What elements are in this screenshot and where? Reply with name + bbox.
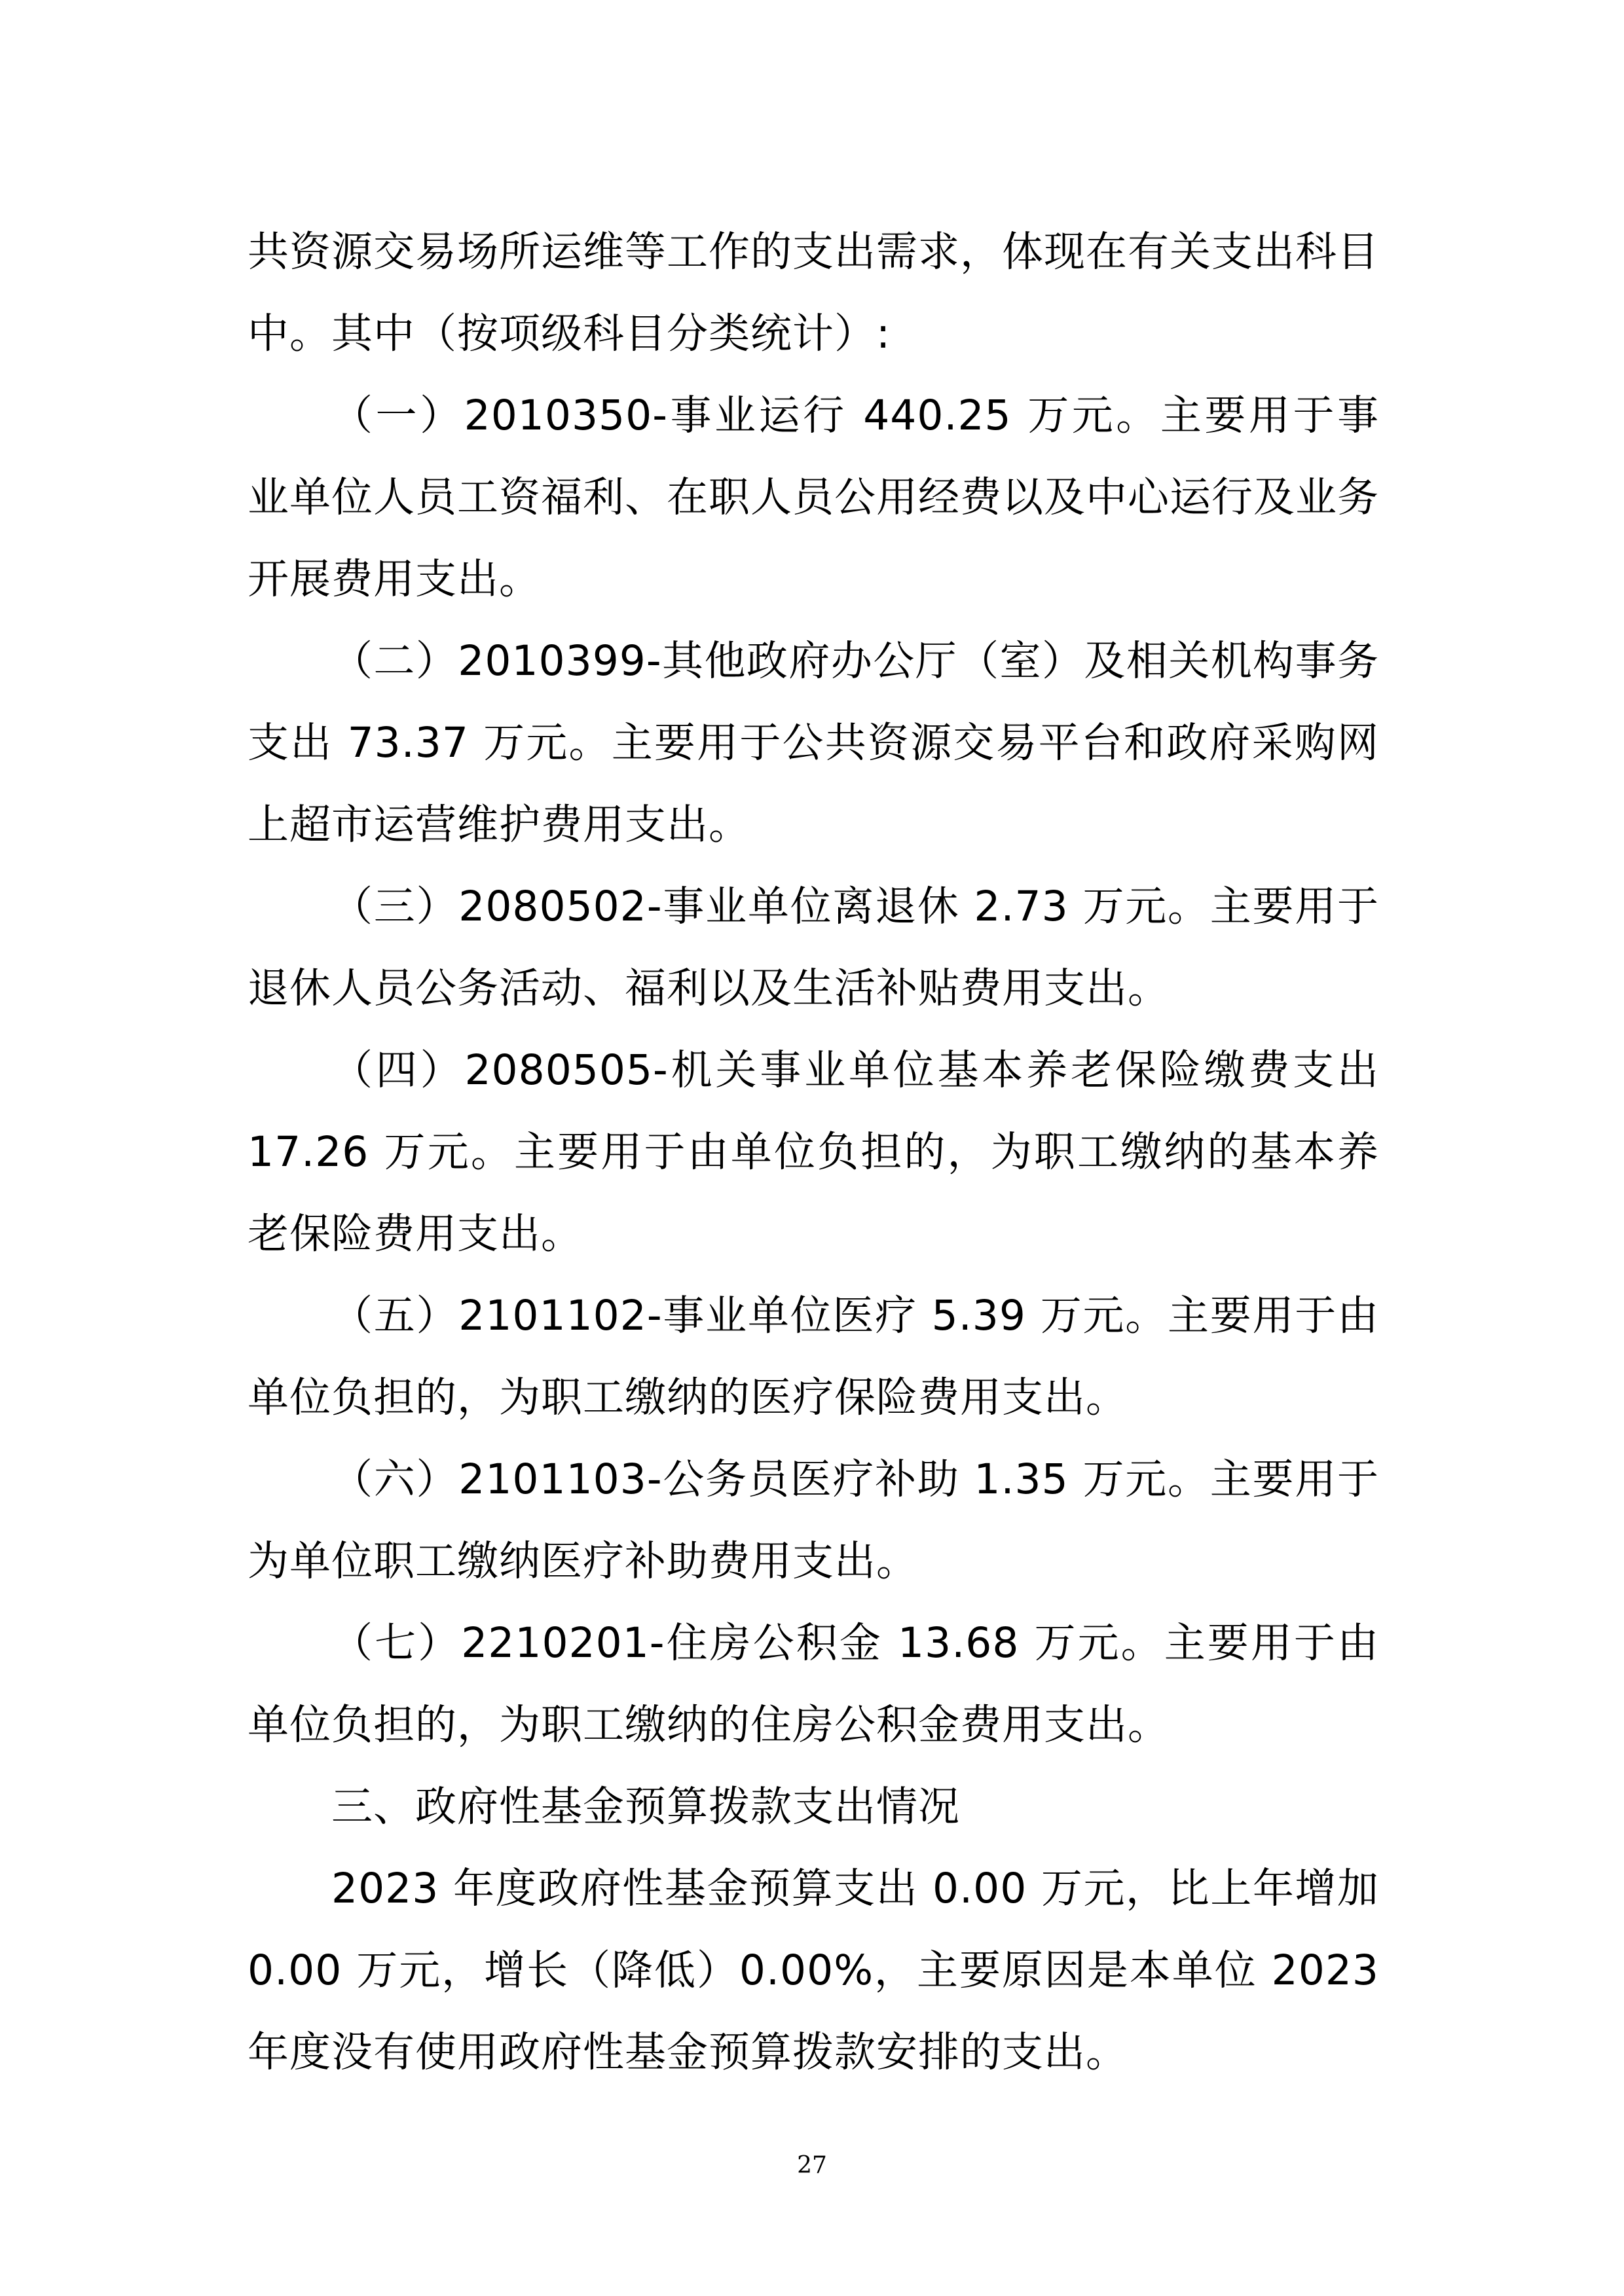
item-5-paragraph: （五）2101102-事业单位医疗 5.39 万元。主要用于由单位负担的，为职工缴纳的医疗保险费用支出。	[248, 1292, 1379, 1421]
item-2-paragraph: （二）2010399-其他政府办公厅（室）及相关机构事务支出 73.37 万元。主要用于公共资源交易平台和政府采购网上超市运营维护费用支出。	[248, 637, 1379, 848]
item-7-paragraph: （七）2210201-住房公积金 13.68 万元。主要用于由单位负担的，为职工缴纳的住房公积金费用支出。	[248, 1619, 1379, 1749]
item-1-paragraph: （一）2010350-事业运行 440.25 万元。主要用于事业单位人员工资福利、在职人员公用经费以及中心运行及业务开展费用支出。	[248, 392, 1379, 603]
section-heading: 三、政府性基金预算拨款支出情况	[331, 1783, 960, 1831]
item-4-paragraph: （四）2080505-机关事业单位基本养老保险缴费支出 17.26 万元。主要用于由单位负担的，为职工缴纳的基本养老保险费用支出。	[248, 1046, 1379, 1258]
document-body	[248, 211, 1379, 2093]
item-3-paragraph: （三）2080502-事业单位离退休 2.73 万元。主要用于退休人员公务活动、福利以及生活补贴费用支出。	[248, 883, 1379, 1012]
fund-summary-paragraph: 2023 年度政府性基金预算支出 0.00 万元，比上年增加 0.00 万元，增长（降低）0.00%，主要原因是本单位 2023 年度没有使用政府性基金预算拨款安排的支出。	[248, 1865, 1379, 2076]
continuation-paragraph: 共资源交易场所运维等工作的支出需求，体现在有关支出科目中。其中（按项级科目分类统计）:	[248, 228, 1379, 357]
page-number: 27	[797, 2152, 827, 2179]
item-6-paragraph: （六）2101103-公务员医疗补助 1.35 万元。主要用于为单位职工缴纳医疗补助费用支出。	[248, 1455, 1379, 1585]
